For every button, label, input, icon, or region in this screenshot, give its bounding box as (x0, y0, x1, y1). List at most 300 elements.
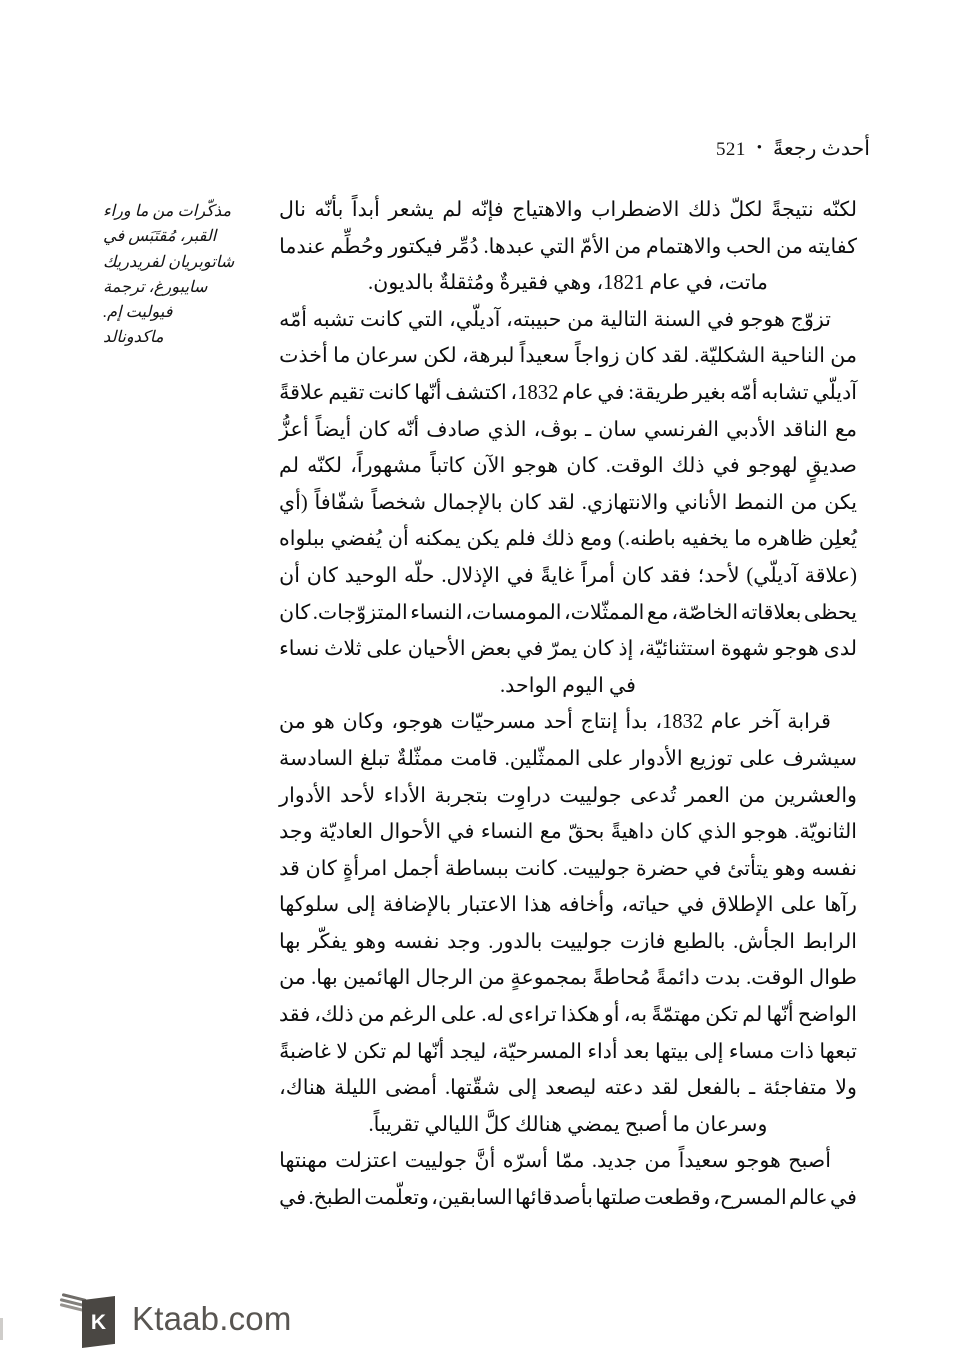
text-segment: العمر (684, 784, 731, 807)
text-segment: مُحاطةً (592, 967, 651, 990)
text-segment: تشبه (312, 308, 355, 331)
text-segment: بالإجمال (432, 491, 503, 514)
text-line (279, 265, 857, 302)
text-segment: لأحد (339, 784, 376, 807)
text-segment: والاهتياج (512, 199, 583, 221)
text-segment: توزيع (689, 747, 733, 770)
margin-note-line: شاتوبريان لفريدريك (103, 252, 235, 271)
text-segment: ببساطة (444, 857, 509, 880)
text-segment: إلى (346, 894, 376, 917)
text-segment: أصبح (788, 1150, 831, 1173)
text-segment: سعيداً (519, 345, 570, 368)
text-line (279, 1107, 857, 1144)
text-segment: ظاهره (757, 528, 813, 551)
text-segment: كان (624, 345, 657, 368)
text-segment: صديقٍ (805, 455, 857, 478)
text-segment: جديد. (591, 1150, 638, 1173)
text-line (279, 412, 857, 449)
text-segment: نساء (279, 638, 320, 661)
text-segment: الممثّلين. (504, 747, 581, 770)
margin-note-line: القبر، مُقتَبَس في (103, 227, 217, 246)
text-segment: من (567, 308, 594, 331)
text-segment: وأخافه (558, 894, 615, 917)
text-segment: من (644, 1150, 672, 1173)
text-segment: طريقة: (628, 381, 689, 404)
text-segment: ما (734, 528, 752, 551)
text-segment: سيشرف (782, 747, 857, 770)
text-segment: الأناني (674, 491, 728, 514)
text-line (279, 1034, 857, 1071)
text-segment: لكنّه (307, 455, 343, 478)
text-segment: كان (660, 821, 692, 844)
text-segment: المسرح، (713, 1187, 787, 1210)
text-segment: مع (835, 418, 857, 441)
text-segment: دائمةً (655, 967, 700, 990)
text-segment: شهوة (720, 638, 769, 661)
margin-note (103, 199, 261, 351)
text-segment: زواجاً (574, 345, 620, 368)
text-segment: وتعلّمت (364, 1187, 429, 1210)
watermark-brand-text: Ktaab.com (132, 1299, 292, 1337)
text-segment: الاعتبار (458, 894, 517, 917)
text-line (279, 924, 857, 961)
text-segment: هوجو (739, 308, 785, 331)
text-segment: أنَّ (474, 1150, 496, 1173)
text-segment: ليصعد (545, 1077, 597, 1100)
page-number: 521 (716, 139, 746, 160)
text-segment: لم (279, 455, 300, 478)
text-segment: بها. (311, 967, 338, 990)
text-segment: السنة (653, 308, 702, 331)
text-segment: من (790, 491, 818, 514)
text-segment: أداء (587, 1040, 618, 1063)
text-segment: لم (391, 1040, 412, 1063)
text-line (279, 960, 857, 997)
text-segment: بغير (692, 381, 726, 404)
text-segment: جولييت. (562, 857, 631, 880)
text-segment: فيكتور (388, 235, 443, 258)
text-segment: شفّافاً (314, 491, 365, 514)
text-segment: يشعر (388, 199, 434, 221)
text-line (279, 229, 857, 266)
text-segment: كان (509, 491, 541, 514)
text-segment: في (279, 1187, 307, 1210)
body-paragraph (279, 302, 857, 705)
text-segment: وكان (342, 711, 384, 734)
body-paragraph (279, 704, 857, 1143)
text-segment: الأدوار (279, 784, 332, 807)
text-segment: بالإضافة (382, 894, 452, 917)
text-segment: يكن (824, 491, 857, 514)
text-segment: نتيجةً (771, 199, 814, 221)
text-segment: كانت (514, 857, 557, 880)
text-segment: قامت (450, 747, 498, 770)
body-paragraph (279, 1143, 857, 1216)
body-text-column (279, 192, 857, 1217)
text-segment: ذلك (687, 199, 721, 221)
margin-note-line: مذكّرات من ما وراء (103, 202, 232, 220)
text-segment: الإذلال. (441, 564, 500, 587)
text-segment: لقد (651, 1077, 679, 1100)
text-segment: مع (646, 601, 669, 624)
text-segment: لقد (547, 491, 575, 514)
text-segment: تبلغ (359, 747, 390, 770)
text-segment: من (357, 1004, 385, 1027)
text-segment: حياته، (621, 894, 671, 917)
text-segment: نال (279, 199, 306, 221)
text-segment: الوقت. (605, 455, 664, 478)
text-segment: بالدور. (488, 930, 543, 953)
text-segment: ذلك (541, 528, 575, 551)
text-segment: في اليوم الواحد. (500, 674, 636, 697)
text-segment: هوجو (736, 1150, 781, 1173)
text-segment: هوجو (513, 455, 559, 478)
text-segment: رآها (824, 894, 857, 917)
text-line (279, 485, 857, 522)
text-segment: على (780, 894, 817, 917)
text-segment: سلوكها (279, 894, 340, 917)
text-segment: ولا (835, 1077, 857, 1100)
text-line (279, 631, 857, 668)
text-segment: كانت (359, 308, 403, 331)
text-segment: المسرحيّة، (491, 1040, 582, 1063)
text-segment: جولييت (404, 1150, 468, 1173)
text-segment: الواضح (797, 1004, 857, 1027)
margin-note-line: فيوليت إم. (103, 303, 173, 322)
text-segment: مشهوراً، (350, 455, 423, 478)
text-segment: ثلاث (324, 638, 362, 661)
text-segment: هذا (524, 894, 552, 917)
text-segment: أعزُّ (279, 418, 309, 441)
text-segment: الاضطراب (591, 199, 680, 221)
text-segment: يفكّر (308, 930, 348, 953)
text-segment: السادسة (279, 747, 354, 770)
text-segment: يخفيه (681, 528, 729, 551)
watermark-ktaab (60, 1284, 292, 1354)
text-segment: أو (603, 1004, 620, 1027)
text-segment: 1832، (655, 711, 704, 734)
text-segment: على (587, 747, 624, 770)
text-segment: استثنائيّة، (638, 638, 716, 661)
text-segment: يحظى (803, 601, 857, 624)
text-segment: أمضى (385, 1077, 437, 1100)
text-segment: لقد (661, 345, 689, 368)
text-segment: بالفعل (686, 1077, 742, 1100)
text-segment: لدى (823, 638, 857, 661)
text-segment: الأمّ (579, 235, 610, 258)
text-segment: إذ (618, 638, 634, 661)
text-segment: في (829, 1187, 857, 1210)
text-segment: دُمِّر (447, 235, 479, 258)
text-segment: في (677, 894, 705, 917)
text-segment: الآن (472, 455, 506, 478)
text-segment: يُفضي (330, 528, 382, 551)
text-segment: هوجو (773, 638, 819, 661)
text-segment: علاقةً (279, 381, 325, 404)
text-segment: مساء (728, 1040, 775, 1063)
text-line (279, 668, 857, 705)
text-segment: فازت (619, 930, 666, 953)
text-segment: ليجد (449, 1040, 487, 1063)
text-segment: مع (539, 821, 562, 844)
text-segment: بدت (704, 967, 741, 990)
text-segment: الوحيد (344, 564, 398, 587)
text-segment: الناقد (782, 418, 828, 441)
text-segment: بمجموعةٍ (510, 967, 588, 990)
text-segment: عالم (789, 1187, 828, 1210)
text-segment: الطبخ. (308, 1187, 363, 1210)
text-segment: تكن (705, 1004, 739, 1027)
text-segment: يُعلِن (818, 528, 857, 551)
text-segment: أن (279, 564, 300, 587)
text-segment: لكنّه (822, 199, 857, 221)
page-edge-tick (0, 1318, 3, 1340)
text-segment: نفسه (393, 930, 440, 953)
text-segment: آخر (749, 711, 780, 734)
text-segment: لأحد؛ (697, 564, 740, 587)
body-paragraph (279, 192, 857, 302)
text-segment: دراوِت (496, 784, 551, 807)
text-segment: الناحية (770, 345, 825, 368)
text-segment: لا (336, 1040, 349, 1063)
header-separator-bullet: • (756, 140, 762, 156)
text-segment: لم (442, 199, 463, 221)
text-segment: من (478, 967, 506, 990)
text-segment: على (739, 747, 776, 770)
text-segment: أنّها (766, 1004, 794, 1027)
text-segment: في (694, 857, 722, 880)
text-segment: الثانويّة. (794, 821, 857, 844)
text-line (279, 521, 857, 558)
text-segment: بيتها (654, 1040, 689, 1063)
text-line (279, 1180, 857, 1217)
text-segment: كان (621, 564, 654, 587)
text-segment: متفاجئة (763, 1077, 828, 1100)
text-segment: على (440, 1004, 478, 1027)
text-segment: أيضاً (315, 418, 352, 441)
text-segment: أنّها (417, 1040, 445, 1063)
text-line (279, 338, 857, 375)
text-segment: حضرة (635, 857, 689, 880)
text-segment: الأحيان (407, 638, 466, 661)
text-segment: كان (279, 601, 311, 624)
text-segment: الأدوار (630, 747, 683, 770)
text-segment: الفرنسي (643, 418, 720, 441)
text-segment: من (614, 235, 642, 258)
text-segment: حبيبته، (506, 308, 562, 331)
text-line (279, 595, 857, 632)
text-segment: تكن (353, 1040, 387, 1063)
text-segment: عام (710, 711, 743, 734)
text-segment: غاضبةً (279, 1040, 331, 1063)
text-segment: الإطلاق (711, 894, 774, 917)
text-segment: الأحوال (379, 821, 442, 844)
text-segment: الشكليّة. (694, 345, 766, 368)
logo-letter: K (90, 1310, 107, 1334)
text-segment: يكن (466, 528, 500, 551)
text-segment: الممثّلات، (564, 601, 645, 624)
text-segment: داهيةً (610, 821, 654, 844)
text-segment: هوجو، (391, 711, 443, 734)
text-segment: عندما (279, 235, 326, 258)
text-segment: سعيداً (678, 1150, 729, 1173)
text-segment: في (447, 821, 475, 844)
text-segment: في (597, 381, 625, 404)
text-segment: به، (623, 1004, 648, 1027)
text-segment: ـ (749, 1077, 756, 1100)
text-segment: أمّه (279, 308, 307, 331)
text-segment: في (516, 638, 544, 661)
text-line (279, 741, 857, 778)
text-segment: أمّه (729, 381, 758, 404)
text-segment: عبدها. (483, 235, 536, 258)
text-segment: أسرّه (502, 1150, 548, 1173)
running-header (110, 136, 870, 170)
text-segment: أن (387, 528, 409, 551)
text-segment: بحقّ (568, 821, 605, 844)
text-segment: أنّه (396, 418, 420, 441)
text-segment: وجد (447, 930, 481, 953)
text-segment: فإنّه (470, 199, 504, 221)
text-segment: الهائمين (343, 967, 411, 990)
text-segment: وهو (354, 930, 387, 953)
text-segment: التالية (599, 308, 648, 331)
text-segment: حلّه (403, 564, 435, 587)
text-segment: آديلّي (812, 381, 857, 404)
book-logo-icon (60, 1288, 118, 1350)
text-segment: صلتها (595, 1187, 642, 1210)
text-line (279, 192, 857, 229)
text-segment: قرابة (787, 711, 831, 734)
text-segment: يتأتئ (727, 857, 769, 880)
text-segment: من (738, 784, 766, 807)
text-segment: النساء (480, 821, 534, 844)
text-segment: نفسه (811, 857, 857, 880)
text-segment: فقد (279, 1004, 311, 1027)
text-segment: له. (481, 1004, 504, 1027)
text-segment: ما (333, 345, 351, 368)
text-segment: لكلّ (729, 199, 763, 221)
text-segment: وحُطِّم (330, 235, 384, 258)
text-segment: سرعان (355, 345, 418, 368)
text-segment: تُدعى (630, 784, 677, 807)
text-line (279, 778, 857, 815)
text-segment: على (366, 638, 403, 661)
text-segment: أحد (543, 711, 573, 734)
text-segment: قد (279, 857, 300, 880)
text-segment: تزوّج (790, 308, 831, 331)
text-segment: من (830, 345, 857, 368)
text-segment: تقيم (328, 381, 365, 404)
text-segment: باطنه.) (618, 528, 676, 551)
text-segment: ممّا (555, 1150, 585, 1173)
text-segment: في (712, 455, 740, 478)
text-segment: الليلة (334, 1077, 378, 1100)
text-segment: في (707, 308, 735, 331)
text-segment: كانت (368, 381, 411, 404)
text-segment: التي (407, 308, 444, 331)
text-segment: شخصاً (371, 491, 427, 514)
text-segment: لبرهة، (461, 345, 515, 368)
text-line (279, 704, 857, 741)
text-segment: بدأ (625, 711, 648, 734)
text-segment: فقد (659, 564, 691, 587)
text-segment: فلم (505, 528, 536, 551)
text-segment: إلى (507, 1077, 538, 1100)
text-segment: أبداً (351, 199, 380, 221)
text-segment: الذي (697, 821, 737, 844)
text-segment: هناك، (279, 1077, 327, 1100)
text-segment: والعشرين (773, 784, 857, 807)
text-segment: من (279, 967, 306, 990)
text-segment: آديلّي، (449, 308, 501, 331)
text-segment: كاتباً (430, 455, 465, 478)
text-segment: في (506, 564, 534, 587)
text-segment: المومسات، (465, 601, 562, 624)
text-segment: كان (358, 418, 390, 441)
text-segment: ذلك (671, 455, 705, 478)
text-segment: كفايته (807, 235, 857, 258)
text-segment: آديلّي) (746, 564, 798, 587)
text-segment: الحب (726, 235, 772, 258)
text-segment: بتجربة (434, 784, 488, 807)
text-line (279, 448, 857, 485)
text-segment: جولييت (550, 930, 613, 953)
text-segment: تشابه (761, 381, 809, 404)
text-segment: الخاصّة، (671, 601, 739, 624)
text-segment: بوڤ، (533, 418, 578, 441)
text-segment: من (279, 711, 306, 734)
text-segment: النمط (734, 491, 784, 514)
text-segment: الأداء (383, 784, 426, 807)
text-segment: كان (306, 564, 338, 587)
page-title: أحدث رجعةً (772, 138, 870, 160)
text-segment: شقّتها. (445, 1077, 500, 1100)
text-segment: ممثّلةٌ (396, 747, 444, 770)
text-segment: من (776, 235, 803, 258)
text-segment: الرجال (415, 967, 474, 990)
text-segment: هكذا (560, 1004, 600, 1027)
text-line (279, 1143, 857, 1180)
text-segment: امرأةٍ (342, 857, 388, 880)
text-segment: الذي (487, 418, 527, 441)
text-segment: ببلواه (279, 528, 325, 551)
text-segment: بعلاقاته (740, 601, 802, 624)
text-segment: بها (279, 930, 301, 953)
text-segment: دعته (604, 1077, 644, 1100)
text-line (279, 302, 857, 339)
text-line (279, 851, 857, 888)
text-segment: العاديّة (318, 821, 374, 844)
text-segment: بعد (623, 1040, 650, 1063)
text-segment: ومع (580, 528, 613, 551)
text-segment: مهنتها (279, 1150, 328, 1173)
text-segment: إنتاج (580, 711, 618, 734)
text-segment: الرغم (388, 1004, 437, 1027)
text-segment: أخذت (279, 345, 328, 368)
margin-note-line: ماكدونالد (103, 328, 164, 347)
text-line (279, 887, 857, 924)
text-segment: صادف (426, 418, 481, 441)
text-segment: وسرعان ما أصبح يمضي هنالك كلَّ الليالي تقريباً. (368, 1113, 768, 1136)
text-segment: بأصدقائها (515, 1187, 593, 1210)
text-segment: بعض (470, 638, 512, 661)
text-segment: أنّها (414, 381, 442, 404)
text-segment: ـ (585, 418, 592, 441)
text-segment: أجمل (393, 857, 440, 880)
text-segment: بالطبع (673, 930, 726, 953)
text-segment: وقطعت (643, 1187, 711, 1210)
